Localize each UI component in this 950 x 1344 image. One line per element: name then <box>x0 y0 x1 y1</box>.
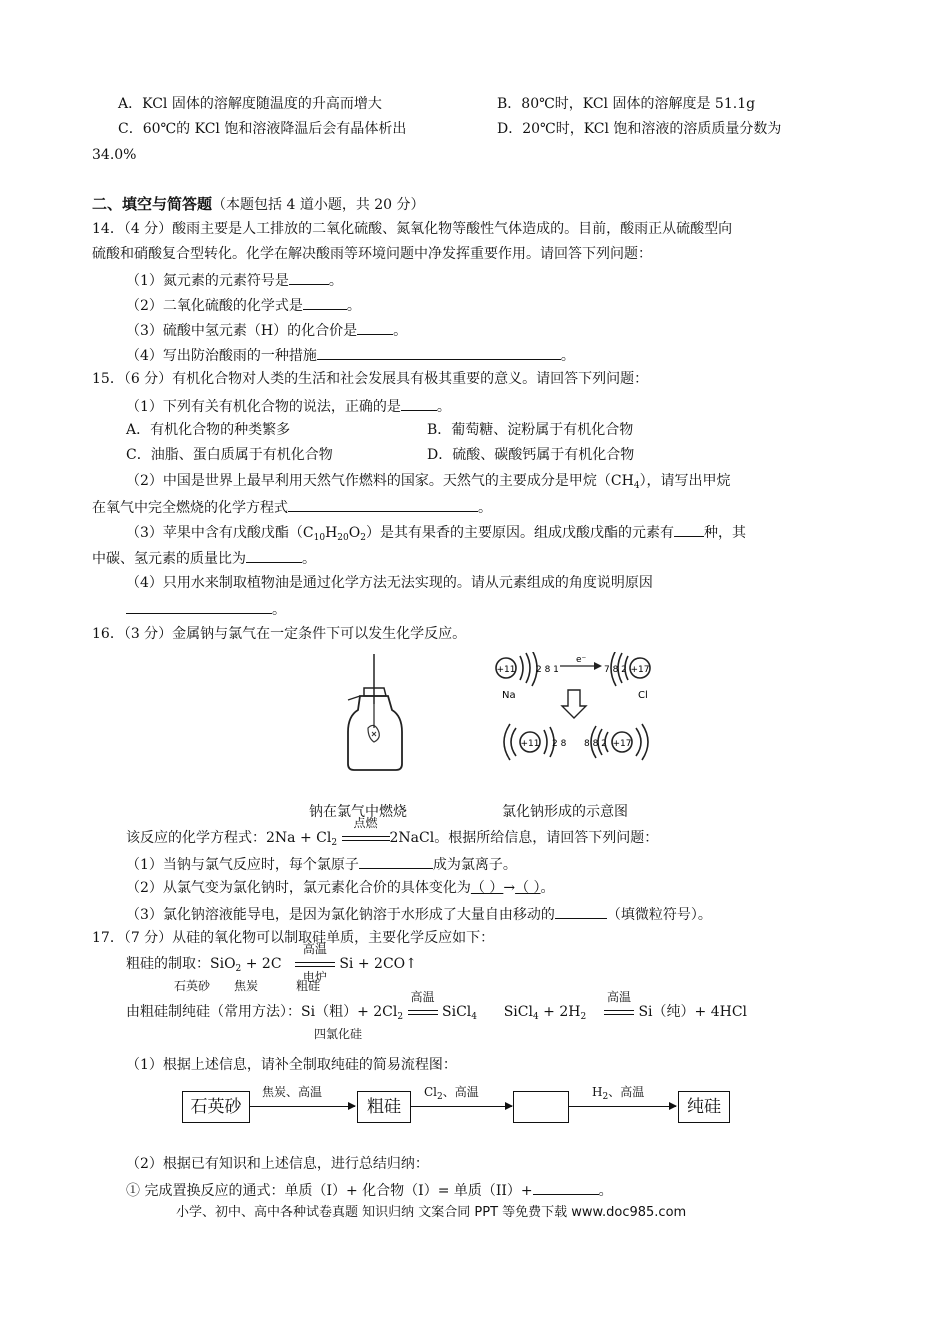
q15-part1 <box>126 398 451 414</box>
q14-part4 <box>126 347 575 363</box>
period: 。 <box>393 323 408 339</box>
condition-ignite: 点燃 <box>353 816 378 830</box>
figure-caption-left: 钠在氯气中燃烧 <box>309 804 407 820</box>
q15-part3-line1 <box>126 524 746 543</box>
product-pure-silicon: Si（纯）+ 4HCl <box>638 1004 748 1020</box>
footer-text: 小学、初中、高中各种试卷真题 知识归纳 文案合同 PPT 等免费下载 www.doc985.com <box>176 1205 687 1220</box>
reactant-sicl4: SiCl <box>503 1004 533 1020</box>
q15-option-b: B．葡萄糖、淀粉属于有机化合物 <box>427 422 634 438</box>
q16-part3 <box>126 906 712 922</box>
flow-arrow <box>249 1106 355 1107</box>
q15-intro: 15．（6 分）有机化合物对人类的生活和社会发展具有极其重要的意义。请回答下列问题： <box>92 371 649 387</box>
crude-silicon-equation <box>126 942 417 984</box>
condition-high-temp: 高温 <box>606 990 632 1004</box>
flow-box-blank[interactable] <box>513 1091 569 1123</box>
q13-option-a: A．KCl 固体的溶解度随温度的升高而增大 <box>118 96 382 112</box>
period: 。 <box>560 348 575 364</box>
q16-part3-text: （3）氯化钠溶液能导电，是因为氯化钠溶于水形成了大量自由移动的 <box>126 907 555 923</box>
flow-arrow <box>568 1106 676 1107</box>
reaction-condition-arrow <box>408 990 438 1019</box>
flow-label-2 <box>424 1086 479 1102</box>
q14-part4-text: （4）写出防治酸雨的一种措施 <box>126 348 317 364</box>
q14-part2-text: （2）二氧化硫酸的化学式是 <box>126 298 303 314</box>
electron-label: e⁻ <box>576 655 587 665</box>
subscript: 2 <box>437 1092 443 1102</box>
cl-nucleus-label: +17 <box>630 665 650 675</box>
period: 。 <box>328 273 343 289</box>
period: 。 <box>346 298 361 314</box>
crude-products: Si + 2CO↑ <box>339 956 417 972</box>
flow-label-3 <box>592 1086 644 1102</box>
q17-part1: （1）根据上述信息，请补全制取纯硅的简易流程图： <box>126 1057 457 1073</box>
answer-blank[interactable] <box>303 297 347 310</box>
q14-intro-line1: 14．（4 分）酸雨主要是人工排放的二氧化硫酸、氮氧化物等酸性气体造成的。目前，酸雨正从硫酸型向 <box>92 221 733 237</box>
answer-blank[interactable] <box>674 524 704 537</box>
q16-part1-text-end: 成为氯离子。 <box>432 857 517 873</box>
name-quartz-sand: 石英砂 <box>174 979 211 993</box>
reactant-h2: + 2H <box>538 1004 581 1020</box>
subscript: 4 <box>532 1012 539 1022</box>
cl-ion-nucleus-label: +17 <box>612 739 632 749</box>
period: 。 <box>272 602 286 618</box>
cl-shell-electrons: 7 8 2 <box>604 665 627 675</box>
q15-part3-line2 <box>92 550 316 566</box>
q16-part1-text: （1）当钠与氯气反应时，每个氯原子 <box>126 857 359 873</box>
q16-part3-text-end: （填微粒符号）。 <box>606 907 712 923</box>
q15-option-d: D．硫酸、碳酸钙属于有机化合物 <box>427 447 635 463</box>
answer-blank[interactable] <box>317 347 561 360</box>
q17-part2-1 <box>126 1182 613 1198</box>
q17-part2-1-text: ① 完成置换反应的通式：单质（I）+ 化合物（I）= 单质（II）+ <box>126 1183 533 1199</box>
nacl-formation-diagram <box>488 652 660 770</box>
answer-blank[interactable] <box>359 856 433 869</box>
period: 。 <box>436 399 451 415</box>
subscript: 4 <box>471 1012 477 1022</box>
answer-blank[interactable] <box>357 322 393 335</box>
q15-part3-text-mid: ）是其有果香的主要原因。组成戊酸戊酯的元素有 <box>365 525 674 541</box>
cl-ion-shell-electrons: 8 8 2 <box>584 739 607 749</box>
reaction-condition-arrow <box>604 990 634 1019</box>
pure-reactants: 由粗硅制纯硅（常用方法）：Si（粗）+ 2Cl <box>126 1004 398 1020</box>
answer-blank[interactable]: （ ） <box>515 880 541 896</box>
na-label: Na <box>502 690 516 701</box>
subscript: 2 <box>580 1012 587 1022</box>
q14-part3-text: （3）硫酸中氢元素（H）的化合价是 <box>126 323 358 339</box>
figure-caption-right: 氯化钠形成的示意图 <box>502 804 628 820</box>
cl-ion <box>584 724 648 760</box>
q13-option-b: B．80℃时，KCl 固体的溶解度是 51.1g <box>497 96 756 112</box>
q17-intro: 17．（7 分）从硅的氧化物可以制取硅单质，主要化学反应如下： <box>92 930 495 946</box>
section-heading <box>92 197 425 212</box>
q14-part2 <box>126 297 361 313</box>
pure-silicon-equation <box>126 990 748 1022</box>
reaction-condition-arrow <box>342 816 390 845</box>
period: 。 <box>478 500 492 516</box>
h-symbol: H <box>592 1085 603 1099</box>
gas-bottle-illustration <box>330 652 430 774</box>
q17-part2: （2）根据已有知识和上述信息，进行总结归纳： <box>126 1156 429 1172</box>
subscript: 2 <box>397 1012 404 1022</box>
answer-blank[interactable] <box>555 906 607 919</box>
subscript: 2 <box>602 1092 609 1102</box>
answer-blank[interactable] <box>401 398 437 411</box>
q14-part3 <box>126 322 407 338</box>
equation-suffix: 。根据所给信息，请回答下列问题： <box>434 830 659 846</box>
q16-intro: 16．（3 分）金属钠与氯气在一定条件下可以发生化学反应。 <box>92 626 467 642</box>
answer-blank[interactable]: （ ） <box>470 880 504 896</box>
cl-label: Cl <box>638 690 648 701</box>
q15-option-c: C．油脂、蛋白质属于有机化合物 <box>126 447 333 463</box>
q13-option-c: C．60℃的 KCl 饱和溶液降温后会有晶体析出 <box>118 121 407 137</box>
q14-intro-line2: 硫酸和硝酸复合型转化。化学在解决酸雨等环境问题中净发挥重要作用。请回答下列问题： <box>92 246 652 262</box>
section-note: （本题包括 4 道小题，共 20 分） <box>212 197 425 213</box>
q15-part2-text2: 在氧气中完全燃烧的化学方程式 <box>92 500 288 516</box>
subscript: 20 <box>337 533 349 543</box>
flow-box-crude-silicon: 粗硅 <box>357 1091 411 1123</box>
q15-part2-line1 <box>126 474 731 491</box>
na-atom <box>496 652 559 701</box>
condition-text: 、高温 <box>608 1085 645 1099</box>
q15-part1-text: （1）下列有关有机化合物的说法，正确的是 <box>126 399 401 415</box>
flow-label-1: 焦炭、高温 <box>262 1085 323 1099</box>
na-shell-electrons: 2 8 1 <box>536 665 559 675</box>
name-crude-silicon: 粗硅 <box>296 979 321 993</box>
q14-part1 <box>126 272 343 288</box>
q15-part4-line2 <box>126 601 286 617</box>
answer-blank[interactable] <box>126 601 272 614</box>
q15-part2-text-end: ），请写出甲烷 <box>639 473 731 489</box>
crude-reactant-c: + 2C <box>241 956 282 972</box>
condition-high-temp: 高温 <box>410 990 435 1004</box>
q15-part3-text: （3）苹果中含有戊酸戊酯（C <box>126 525 314 541</box>
subscript: 2 <box>235 964 242 974</box>
cl-atom <box>604 652 650 701</box>
subscript: 2 <box>360 533 366 543</box>
q15-part2-text: （2）中国是世界上最早利用天然气作燃料的国家。天然气的主要成分是甲烷（CH <box>126 473 634 489</box>
arrow-head <box>594 662 602 670</box>
flow-arrow <box>410 1106 512 1107</box>
q16-part1 <box>126 856 517 872</box>
arrow-symbol: → <box>503 880 516 896</box>
q14-part1-text: （1）氮元素的元素符号是 <box>126 273 289 289</box>
condition-furnace: 电炉 <box>302 970 327 984</box>
subscript: 10 <box>313 533 326 543</box>
name-coke: 焦炭 <box>234 979 259 993</box>
condition-text: 、高温 <box>442 1085 479 1099</box>
condition-high-temp: 高温 <box>302 942 327 956</box>
reaction-condition-arrow <box>295 942 335 984</box>
q13-option-d: D．20℃时，KCl 饱和溶液的溶质质量分数为 <box>497 121 782 137</box>
na-ion <box>504 724 567 760</box>
q16-part2 <box>126 881 555 895</box>
na-nucleus-label: +11 <box>496 665 516 675</box>
answer-blank[interactable] <box>246 550 302 563</box>
period: 。 <box>540 880 555 896</box>
q16-equation-line <box>126 816 659 848</box>
equation-product: 2NaCl <box>389 830 435 846</box>
flow-box-quartz: 石英砂 <box>182 1091 250 1123</box>
answer-blank[interactable] <box>288 499 478 512</box>
period: 。 <box>302 551 316 567</box>
name-silicon-tetrachloride: 四氯化硅 <box>314 1027 363 1041</box>
down-arrow <box>562 690 586 718</box>
q15-option-a: A．有机化合物的种类繁多 <box>126 422 291 438</box>
equation-reactants: 该反应的化学方程式：2Na + Cl <box>126 830 332 846</box>
na-ion-nucleus-label: +11 <box>520 739 540 749</box>
q15-part2-line2 <box>92 499 492 515</box>
element-o: O <box>348 525 361 541</box>
answer-blank[interactable] <box>289 272 329 285</box>
na-ion-shell-electrons: 2 8 <box>552 739 567 749</box>
flow-box-pure-silicon: 纯硅 <box>678 1091 730 1123</box>
cl-symbol: Cl <box>424 1085 438 1099</box>
product-sicl4: SiCl <box>442 1004 472 1020</box>
period: 。 <box>598 1183 613 1199</box>
element-h: H <box>325 525 338 541</box>
section-title: 二、填空与简答题 <box>92 195 213 213</box>
q15-part3-text2: 中碳、氢元素的质量比为 <box>92 551 246 567</box>
q15-part4-line1: （4）只用水来制取植物油是通过化学方法无法实现的。请从元素组成的角度说明原因 <box>126 575 653 591</box>
subscript: 4 <box>633 481 640 491</box>
subscript: 2 <box>331 838 338 848</box>
answer-blank[interactable] <box>533 1182 599 1195</box>
q15-part3-text-tail: 种，其 <box>703 525 746 541</box>
q13-option-d-continued: 34.0% <box>92 147 137 163</box>
q16-part2-text: （2）从氯气变为氯化钠时，氯元素化合价的具体变化为 <box>126 880 471 896</box>
crude-reactants: 粗硅的制取：SiO <box>126 956 236 972</box>
